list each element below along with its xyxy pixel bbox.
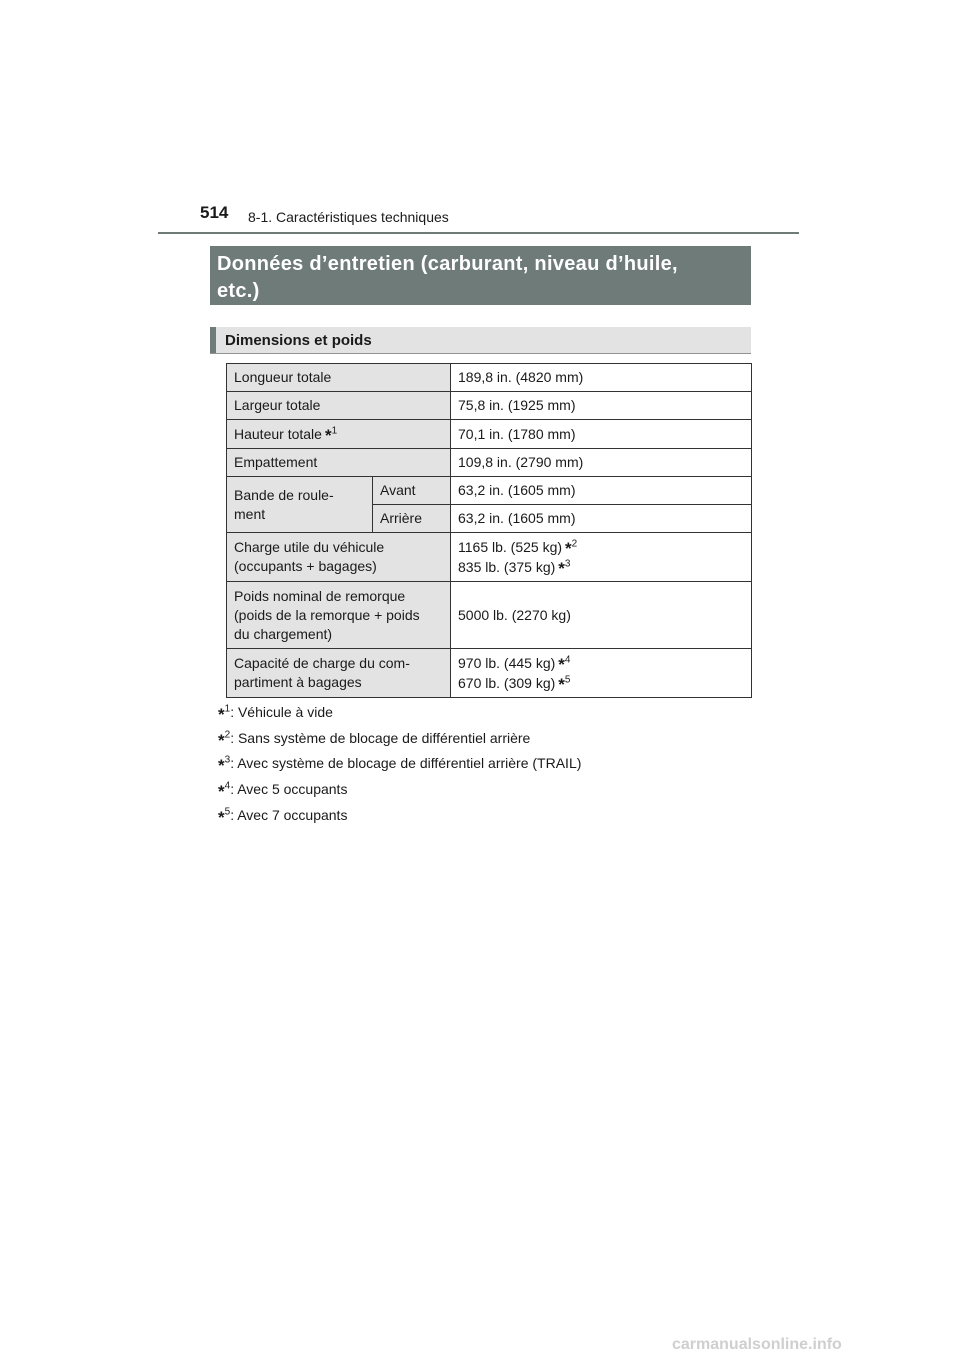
table-label: Largeur totale xyxy=(227,392,451,420)
table-row xyxy=(227,449,752,477)
footnotes xyxy=(218,702,581,830)
table-row xyxy=(227,582,752,649)
footnote-number: 3 xyxy=(224,754,231,766)
footnote-marker: * xyxy=(324,426,332,445)
footnote-item xyxy=(218,753,581,779)
bande-label-line2: ment xyxy=(234,505,266,522)
table-value: 109,8 in. (2790 mm) xyxy=(451,449,752,477)
footnote-marker-number: 3 xyxy=(564,558,571,570)
footnote-marker-number: 5 xyxy=(564,674,571,686)
table-row xyxy=(227,392,752,420)
footnote-item xyxy=(218,702,581,728)
table-label: Longueur totale xyxy=(227,364,451,392)
footnote-star: * xyxy=(218,807,225,827)
hauteur-label: Hauteur totale xyxy=(234,426,322,442)
table-label xyxy=(227,649,451,698)
table-label xyxy=(227,420,451,449)
table-value: 63,2 in. (1605 mm) xyxy=(451,477,752,505)
table-value: 5000 lb. (2270 kg) xyxy=(451,582,752,649)
header-divider xyxy=(158,232,799,234)
capacite-label-line2: partiment à bagages xyxy=(234,674,362,690)
table-label xyxy=(227,533,451,582)
specifications-table xyxy=(226,363,752,698)
chapter-title: 8-1. Caractéristiques techniques xyxy=(248,209,449,225)
table-label xyxy=(227,582,451,649)
footnote-marker: * xyxy=(558,655,565,674)
section-banner xyxy=(210,246,751,305)
table-sublabel: Arrière xyxy=(373,505,451,533)
footnote-text: : Véhicule à vide xyxy=(230,704,333,720)
charge-value-2: 835 lb. (375 kg) xyxy=(458,559,556,575)
footnote-item xyxy=(218,779,581,805)
table-value xyxy=(451,649,752,698)
table-value: 63,2 in. (1605 mm) xyxy=(451,505,752,533)
footnote-marker-number: 2 xyxy=(571,538,578,550)
footnote-star: * xyxy=(218,782,225,802)
table-label: Empattement xyxy=(227,449,451,477)
footnote-text: : Avec système de blocage de différentiel arrière (TRAIL) xyxy=(230,755,582,772)
footnote-marker-number: 1 xyxy=(331,425,338,437)
table-row xyxy=(227,420,752,449)
table-row xyxy=(227,477,752,505)
footnote-item xyxy=(218,728,581,754)
charge-label-line1: Charge utile du véhicule xyxy=(234,539,385,555)
footnote-marker: * xyxy=(565,539,572,558)
bande-label-line1: Bande de roule- xyxy=(234,486,334,503)
footnote-number: 4 xyxy=(224,780,231,792)
charge-label-line2: (occupants + bagages) xyxy=(234,558,377,574)
footnote-item xyxy=(218,805,581,831)
footnote-star: * xyxy=(218,730,225,750)
table-row xyxy=(227,649,752,698)
footnote-text: : Avec 5 occupants xyxy=(230,781,348,798)
table-value: 189,8 in. (4820 mm) xyxy=(451,364,752,392)
footnote-star: * xyxy=(218,705,225,724)
poids-label-line3: du chargement) xyxy=(234,625,333,642)
charge-value-1: 1165 lb. (525 kg) xyxy=(458,539,563,555)
footnote-marker: * xyxy=(558,559,565,578)
table-sublabel: Avant xyxy=(373,477,451,505)
capacite-value-2: 670 lb. (309 kg) xyxy=(458,675,556,691)
subsection-header xyxy=(210,327,751,354)
footnote-number: 1 xyxy=(224,703,231,715)
footnote-marker-number: 4 xyxy=(564,654,571,666)
footnote-marker: * xyxy=(558,675,565,694)
page-number: 514 xyxy=(200,203,229,222)
footnote-text: : Sans système de blocage de différentiel arrière xyxy=(230,729,531,746)
subsection-title: Dimensions et poids xyxy=(225,332,372,349)
watermark: carmanualsonline.info xyxy=(672,1336,842,1353)
poids-label-line2: (poids de la remorque + poids xyxy=(234,606,420,623)
section-title-line2: etc.) xyxy=(217,280,260,302)
table-value: 75,8 in. (1925 mm) xyxy=(451,392,752,420)
table-row xyxy=(227,364,752,392)
subsection-accent-bar xyxy=(210,327,216,353)
capacite-value-1: 970 lb. (445 kg) xyxy=(458,655,556,671)
poids-label-line1: Poids nominal de remorque xyxy=(234,587,406,604)
table-label xyxy=(227,477,373,533)
footnote-number: 5 xyxy=(224,806,231,818)
section-title-line1: Données d’entretien (carburant, niveau d’huile, xyxy=(217,253,678,275)
table-value: 70,1 in. (1780 mm) xyxy=(451,420,752,449)
footnote-text: : Avec 7 occupants xyxy=(230,806,348,823)
table-row xyxy=(227,533,752,582)
capacite-label-line1: Capacité de charge du com- xyxy=(234,655,410,671)
table-value xyxy=(451,533,752,582)
footnote-number: 2 xyxy=(224,729,231,741)
footnote-star: * xyxy=(218,756,225,776)
